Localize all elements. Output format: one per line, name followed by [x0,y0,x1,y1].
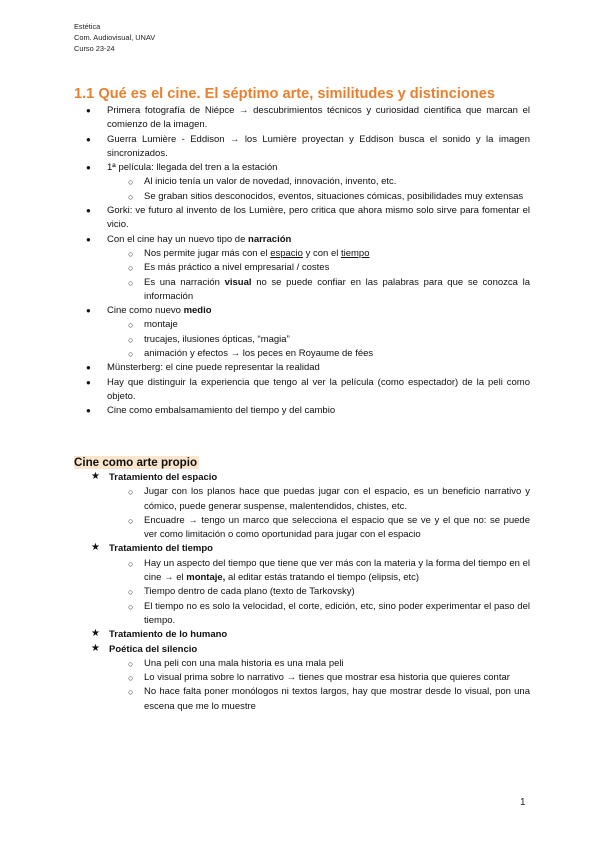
star-list-item: ★ Poética del silencio [91,642,198,655]
bullet-icon: ● [86,163,91,173]
page-title: 1.1 Qué es el cine. El séptimo arte, similitudes y distinciones [74,86,495,102]
bold-term: narración [248,233,292,245]
sub-list-item: ○ Jugar con los planos hace que puedas jugar con el espacio, es un beneficio narrativo y cómico, puede generar suspense, malentendidos, chistes, etc. [128,486,530,512]
star-list-item: ★ Tratamiento del espacio [91,471,218,483]
header-degree: Com. Audiovisual, UNAV [74,33,156,43]
circle-bullet-icon: ○ [128,263,134,274]
bullet-icon: ● [86,377,91,387]
star-list-item: ★ Tratamiento del tiempo [91,542,213,555]
bullet-icon: ● [86,134,91,144]
circle-bullet-icon: ○ [128,515,134,526]
star-list-item: ★ Tratamiento de lo humano [91,628,228,641]
sub-list-item: ○ Una peli con una mala historia es una mala peli [74,657,530,671]
sub-list-item: ○ Lo visual prima sobre lo narrativo → tienes que mostrar esa historia que quieres contar [74,671,530,685]
list-item: ● Guerra Lumière - Eddison → los Lumière proyectan y Eddison busca el sonido y la imagen sincronizados. [86,133,530,159]
circle-bullet-icon: ○ [128,487,134,498]
list-item: ● Primera fotografía de Niépce → descubrimientos técnicos y curiosidad científica que marcan el comienzo de la imagen. [86,105,530,131]
circle-bullet-icon: ○ [128,191,134,202]
circle-bullet-icon: ○ [128,673,134,684]
document-header [74,21,155,55]
star-icon: ★ [91,628,100,640]
list-item: ● 1ª película: llegada del tren a la estación [74,161,530,175]
sub-list-item: ○ Nos permite jugar más con el espacio y con el tiempo [74,247,530,261]
list-item: ● Münsterberg: el cine puede representar la realidad [74,361,530,375]
section-title: Cine como arte propio [74,456,198,469]
sub-list-item: ○ Se graban sitios desconocidos, eventos, situaciones cómicas, posibilidades muy extensas [74,190,530,204]
circle-bullet-icon: ○ [128,658,134,669]
list-item: ● Gorki: ve futuro al invento de los Lumière, pero critica que ahora mismo solo sirve para fomentar el vicio. [86,205,530,231]
page-number: 1 [520,797,526,808]
sub-list-item: ○ Hay un aspecto del tiempo que tiene que ver más con la materia y la forma del tiempo en el cine → el montaje, al editar estás tratando el tiempo (elipsis, etc) [128,557,530,584]
bold-term: montaje, [186,572,226,584]
list-item: ● Hay que distinguir la experiencia que tengo al ver la película (como espectador) de la peli como objeto. [86,376,530,402]
header-subject: Estética [74,22,101,31]
bullet-icon: ● [86,106,91,115]
circle-bullet-icon: ○ [128,277,134,288]
bullet-icon: ● [86,206,91,216]
sub-list-item: ○ Tiempo dentro de cada plano (texto de Tarkovsky) [74,585,530,599]
sub-list-item: ○ No hace falta poner monólogos ni textos largos, hay que mostrar desde lo visual, pon una escena que me lo muestre [128,686,530,712]
circle-bullet-icon: ○ [128,687,134,698]
sub-list-item: ○ Es una narración visual no se puede confiar en las palabras para que se conozca la información [128,276,530,302]
star-icon: ★ [91,471,100,482]
intro-list [74,104,530,419]
underlined-term: espacio [270,247,303,259]
bold-term: visual [224,276,252,288]
underlined-term: tiempo [340,247,370,259]
star-icon: ★ [91,542,100,554]
circle-bullet-icon: ○ [128,558,134,569]
sub-list-item: ○ trucajes, ilusiones ópticas, “magia” [74,333,530,347]
sub-list-item: ○ animación y efectos → los peces en Royaume de fées [74,347,530,361]
star-icon: ★ [91,642,100,654]
circle-bullet-icon: ○ [128,601,134,612]
list-item: ● Con el cine hay un nuevo tipo de narración [74,233,530,247]
header-course: Curso 23-24 [74,44,115,54]
circle-bullet-icon: ○ [128,587,134,598]
bullet-icon: ● [86,306,91,316]
circle-bullet-icon: ○ [128,334,134,345]
sub-list-item: ○ Es más práctico a nivel empresarial / costes [74,261,530,275]
list-item: ● Cine como embalsamamiento del tiempo y del cambio [74,404,530,418]
bullet-icon: ● [86,406,91,416]
sub-list-item: ○ El tiempo no es solo la velocidad, el corte, edición, etc, sino poder experimentar el paso del tiempo. [128,600,530,626]
art-list [74,471,530,714]
sub-list-item: ○ montaje [74,318,530,332]
sub-list-item: ○ Al inicio tenía un valor de novedad, innovación, invento, etc. [74,175,530,189]
bullet-icon: ● [86,363,91,373]
bullet-icon: ● [86,234,91,244]
bold-term: medio [183,305,212,317]
circle-bullet-icon: ○ [128,248,134,259]
sub-list-item: ○ Encuadre → tengo un marco que selecciona el espacio que se ve y el que no: se puede ver como limitación o como oportunidad para jugar con el espacio [128,514,530,541]
circle-bullet-icon: ○ [128,349,134,360]
circle-bullet-icon: ○ [128,177,134,188]
list-item: ● Cine como nuevo medio [74,304,530,318]
circle-bullet-icon: ○ [128,320,134,331]
